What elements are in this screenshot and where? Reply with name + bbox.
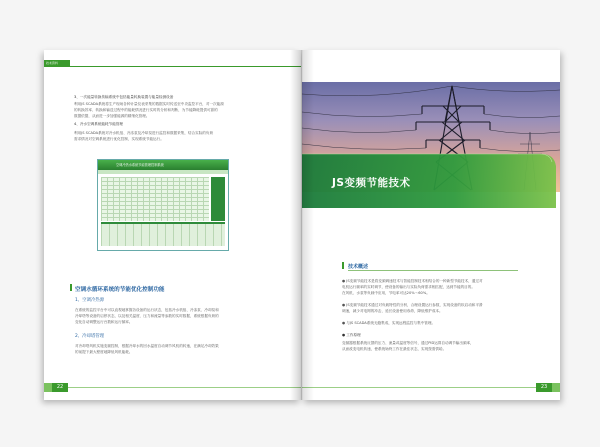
screenshot-tabs: [98, 170, 228, 174]
left-page: [44, 50, 301, 400]
screenshot-grid: [101, 177, 209, 221]
para1-line-1: 利用JS SCADA系统将生产现场各种计量仪表采集的数据实时传送至中央监控平台，对一次能源: [74, 102, 224, 106]
sub2-line-2: 的前提下最大程度地降低风机能耗。: [75, 350, 133, 354]
tech-title-underline: [348, 270, 518, 271]
title-banner: [302, 136, 560, 208]
running-head-label: 技术资料: [46, 61, 59, 65]
screenshot-side-panel: [211, 177, 225, 221]
brochure-spread: [44, 50, 560, 400]
para1-line-2: 的转换效率、转换和输送过程中的能耗情况进行实时的分析和判断，为节能降耗提供可靠的: [74, 108, 218, 112]
subsection-1-title: 1、空调冷热源: [75, 298, 105, 303]
section-title: 空调水循环系统的节能优化控制功能: [75, 287, 165, 293]
r-para2-line-1: ● JS变频节能技术通过对负载特性的分析，合理设置运行参数，实现设备的软启动和平滑: [342, 303, 483, 307]
running-head: [44, 60, 70, 67]
software-screenshot: [97, 159, 229, 251]
r-para2-line-2: 调速，减少对电网的冲击，延长设备使用寿命，降低维护成本。: [342, 309, 443, 313]
r-para4-heading: ● 工作原理: [342, 333, 361, 337]
subsection-2-title: 2、冷却塔管理: [75, 334, 105, 339]
right-page: [302, 50, 560, 400]
sub2-line-1: 对冷却塔风机实施变频控制，根据冷却水的回水温度自动调节风机的转速，在满足冷却效果: [75, 344, 219, 348]
footer-bar-left: [44, 383, 52, 392]
para1-line-3: 数据依据，从而进一步加强能源的精细化管理。: [74, 114, 150, 118]
tech-overview-title: 技术概述: [348, 264, 369, 270]
banner-shape: [302, 136, 560, 208]
tech-title-marker: [342, 262, 344, 269]
r-para1-line-2: 电机运行频率的实时调节，使设备的输出与实际负荷需求相匹配，达到节能的目的。: [342, 285, 475, 289]
r-para1-line-1: ● JS变频节能技术是将变频调速技术与智能控制技术相结合的一种新型节能技术，通过对: [342, 279, 483, 283]
section-marker: [70, 284, 72, 291]
footer-bar-right: [552, 383, 560, 392]
screenshot-bottom-table: [101, 224, 225, 246]
para2-line-1: 利用JS SCADA系统对冷水机组、冷冻泵及冷却泵进行监控和数据采集，结合实际的负荷: [74, 131, 214, 135]
sub1-line-2: 冷却塔等设备的启停状态，以及相关温度、压力和流量等参数的实时数据，系统根据负荷的: [75, 314, 219, 318]
r-para4-line-2: 从而改变电机转速，使系统始终工作在最佳状态，实现按需供给。: [342, 347, 447, 351]
para2-line-2: 需求情况对空调系统进行优化控制，实现系统节能运行。: [74, 137, 164, 141]
page-number-right: 23: [536, 383, 552, 392]
sub1-line-3: 变化自动调整运行台数和运行频率。: [75, 320, 133, 324]
para2-heading: 4、冷水空调系统能耗节能管理: [74, 122, 124, 126]
r-para1-line-3: 在风机、水泵等负载中应用，节电率可达20%～60%。: [342, 291, 430, 295]
banner-title: JS变频节能技术: [332, 177, 411, 189]
page-number-left: 22: [52, 383, 68, 392]
footer-rule-left: [68, 387, 301, 388]
sub1-line-1: 在系统的监控平台中可以直观地掌握各设备的运行状态，包括冷水机组、冷冻泵、冷却泵和: [75, 308, 219, 312]
r-para3-line-1: ● 与JS SCADA系统无缝集成，实现远程监控与集中管理。: [342, 321, 436, 325]
screenshot-title: 空调冷热水系统节能管理控制系统: [98, 160, 228, 170]
r-para4-line-1: 变频器根据系统反馈的压力、流量或温度等信号，通过PID运算自动调节输出频率，: [342, 341, 474, 345]
para1-heading: 3、一次能量转换传输系统中包括能量转换装置与能量检测设备: [74, 95, 174, 99]
header-rule: [70, 66, 301, 67]
footer-rule-right: [302, 387, 536, 388]
